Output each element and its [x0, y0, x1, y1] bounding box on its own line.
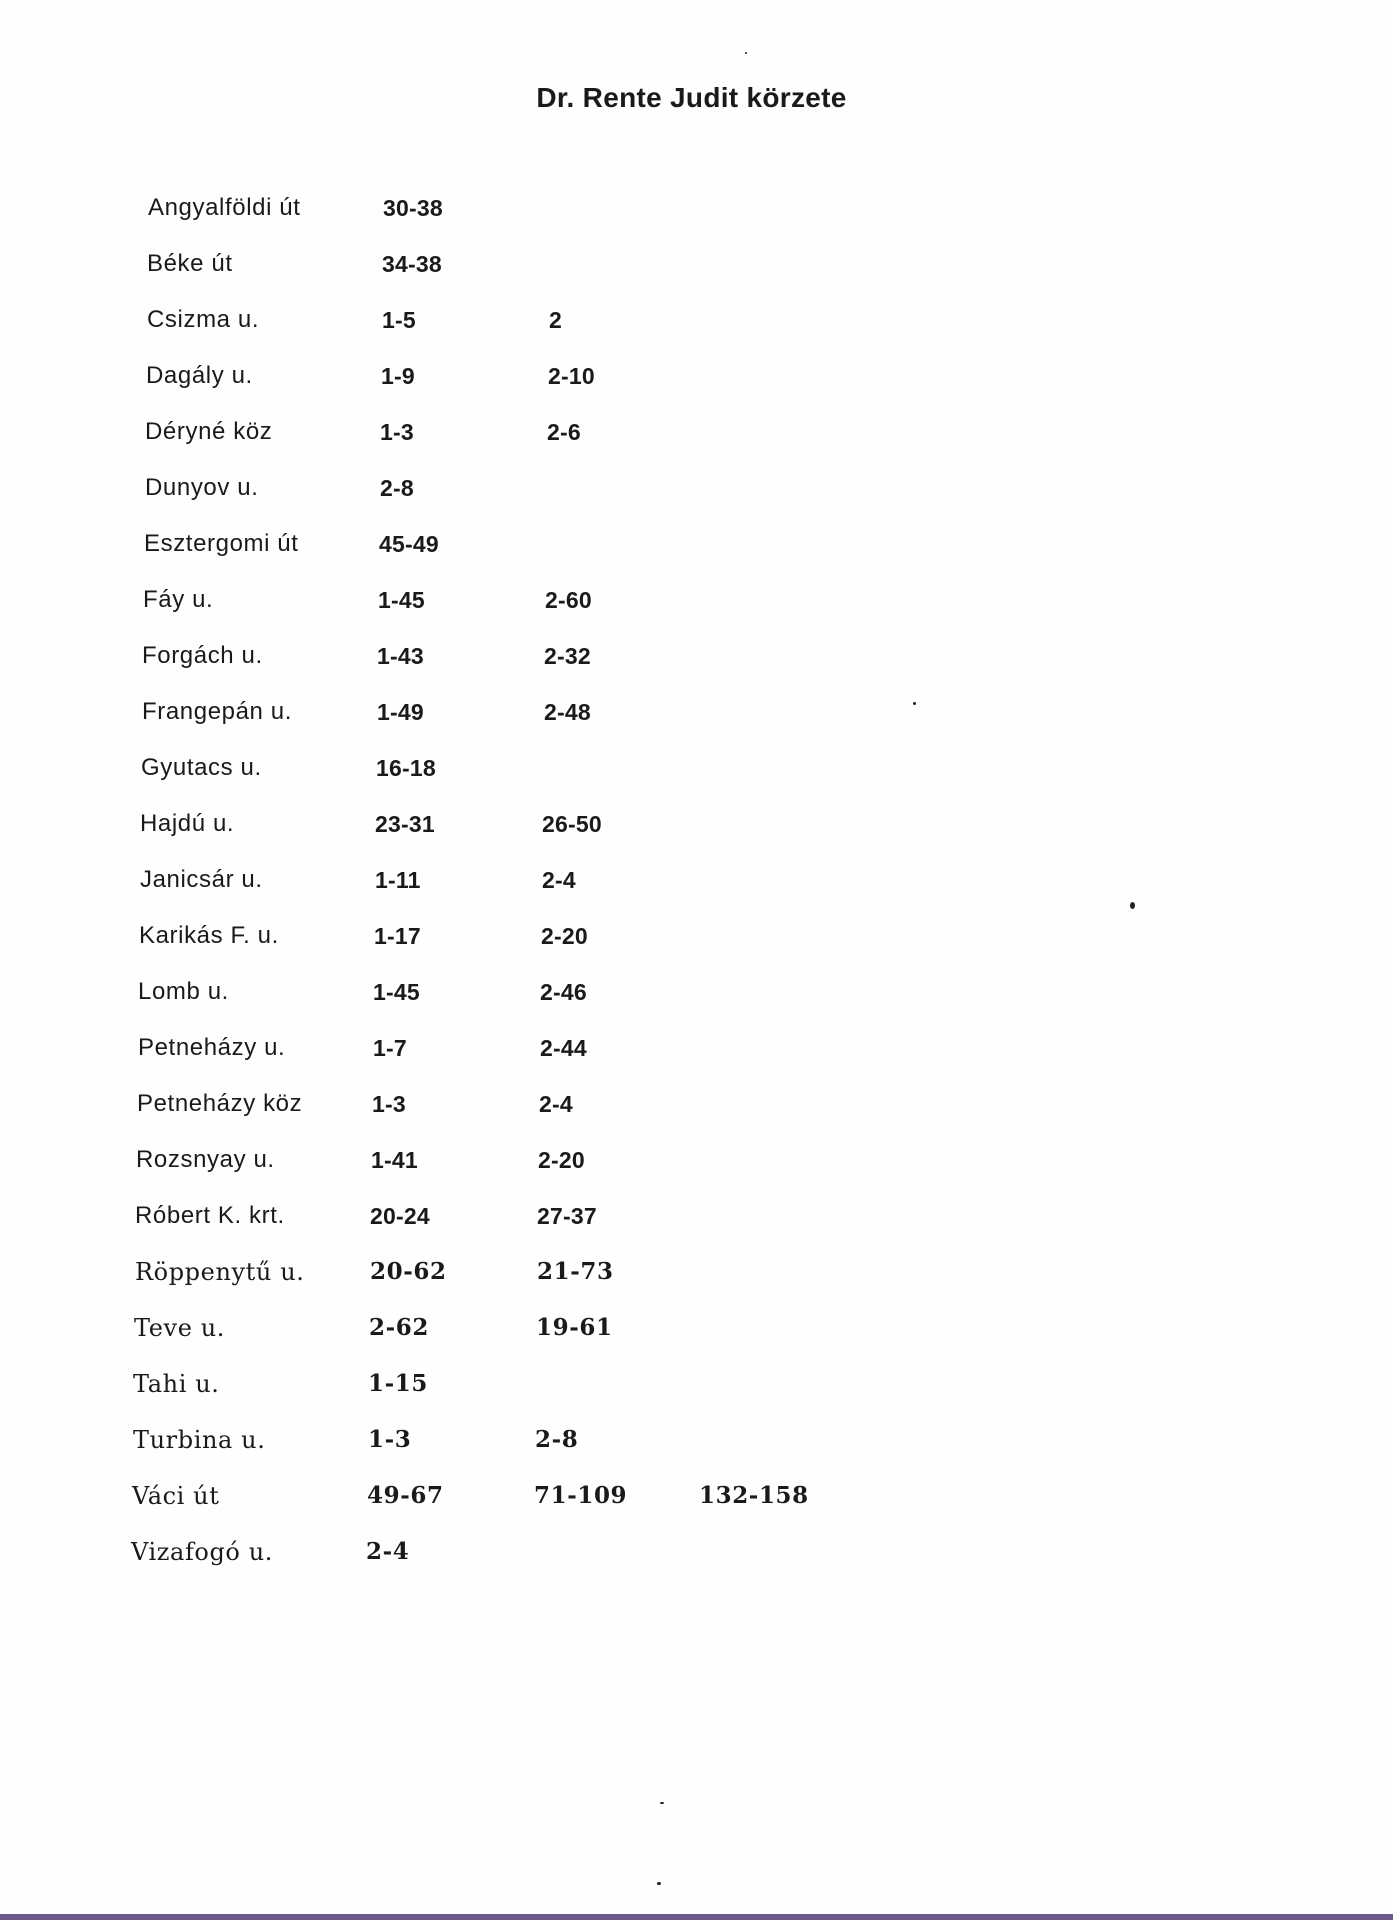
street-name: Hajdú u. [140, 810, 235, 837]
table-row [138, 976, 1038, 1016]
house-number-range: 21-73 [537, 1258, 614, 1285]
house-number-range: 23-31 [375, 811, 435, 837]
table-row [145, 472, 1045, 512]
house-number-range: 27-37 [537, 1203, 597, 1229]
table-row [131, 1536, 1031, 1576]
table-row [142, 696, 1042, 736]
street-name: Forgách u. [142, 642, 263, 669]
house-number-range: 2-8 [380, 475, 414, 501]
table-row [148, 192, 1048, 232]
house-number-range: 2-32 [544, 643, 591, 669]
street-name: Rozsnyay u. [136, 1146, 275, 1173]
table-row [137, 1088, 1037, 1128]
table-row [146, 360, 1046, 400]
scan-speck [660, 1802, 664, 1804]
table-row [138, 1032, 1038, 1072]
house-number-range: 1-45 [373, 979, 420, 1005]
house-number-range: 1-5 [382, 307, 416, 333]
house-number-range: 1-9 [381, 363, 415, 389]
house-number-range: 2 [549, 307, 562, 333]
table-row [134, 1312, 1034, 1352]
scan-speck [657, 1882, 661, 1885]
street-name: Karikás F. u. [139, 922, 279, 949]
scan-speck [1130, 902, 1135, 909]
house-number-range: 2-4 [542, 867, 576, 893]
street-name: Teve u. [134, 1314, 226, 1342]
street-name: Déryné köz [145, 418, 273, 445]
house-number-range: 1-3 [380, 419, 414, 445]
table-row [143, 584, 1043, 624]
house-number-range: 1-11 [375, 867, 421, 893]
street-name: Tahi u. [133, 1370, 220, 1398]
house-number-range: 2-8 [535, 1426, 579, 1453]
table-row [139, 920, 1039, 960]
table-row [133, 1368, 1033, 1408]
house-number-range: 1-49 [377, 699, 424, 725]
street-name: Petneházy köz [137, 1090, 303, 1117]
street-name: Dunyov u. [145, 474, 259, 501]
house-number-range: 1-3 [368, 1426, 412, 1453]
house-number-range: 34-38 [382, 251, 442, 277]
table-row [147, 248, 1047, 288]
house-number-range: 2-10 [548, 363, 595, 389]
house-number-range: 1-15 [368, 1370, 428, 1397]
house-number-range: 132-158 [699, 1482, 809, 1509]
table-row [135, 1200, 1035, 1240]
house-number-range: 20-24 [370, 1203, 430, 1229]
page-title-text: Dr. Rente Judit körzete [536, 82, 847, 113]
street-name: Esztergomi út [144, 530, 299, 557]
house-number-range: 20-62 [370, 1258, 447, 1285]
house-number-range: 2-46 [540, 979, 587, 1005]
house-number-range: 2-48 [544, 699, 591, 725]
house-number-range: 1-7 [373, 1035, 407, 1061]
street-name: Váci út [132, 1482, 220, 1510]
house-number-range: 2-4 [366, 1538, 410, 1565]
house-number-range: 1-41 [371, 1147, 418, 1173]
table-row [135, 1256, 1035, 1296]
table-row [145, 416, 1045, 456]
table-row [140, 864, 1040, 904]
house-number-range: 2-6 [547, 419, 581, 445]
house-number-range: 2-62 [369, 1314, 429, 1341]
street-name: Frangepán u. [142, 698, 292, 725]
house-number-range: 2-60 [545, 587, 592, 613]
house-number-range: 2-44 [540, 1035, 587, 1061]
street-name: Janicsár u. [140, 866, 263, 893]
table-row [132, 1480, 1032, 1520]
street-name: Turbina u. [133, 1426, 266, 1454]
street-name: Béke út [147, 250, 233, 277]
street-name: Vizafogó u. [131, 1538, 273, 1566]
house-number-range: 26-50 [542, 811, 602, 837]
street-name: Gyutacs u. [141, 754, 262, 781]
table-row [141, 752, 1041, 792]
street-name: Fáy u. [143, 586, 214, 613]
house-number-range: 1-45 [378, 587, 425, 613]
house-number-range: 2-20 [541, 923, 588, 949]
street-name: Lomb u. [138, 978, 229, 1005]
table-row [142, 640, 1042, 680]
table-row [147, 304, 1047, 344]
house-number-range: 1-43 [377, 643, 424, 669]
house-number-range: 1-17 [374, 923, 421, 949]
table-row [140, 808, 1040, 848]
street-name: Dagály u. [146, 362, 253, 389]
table-row [133, 1424, 1033, 1464]
house-number-range: 16-18 [376, 755, 436, 781]
table-row [144, 528, 1044, 568]
house-number-range: 49-67 [367, 1482, 444, 1509]
house-number-range: 71-109 [534, 1482, 628, 1509]
house-number-range: 45-49 [379, 531, 439, 557]
house-number-range: 30-38 [383, 195, 443, 221]
street-name: Csizma u. [147, 306, 260, 333]
house-number-range: 2-20 [538, 1147, 585, 1173]
scan-bottom-edge [0, 1914, 1393, 1920]
street-name: Róbert K. krt. [135, 1202, 285, 1229]
scan-speck [745, 52, 747, 54]
house-number-range: 19-61 [536, 1314, 613, 1341]
scan-speck [913, 702, 916, 705]
street-name: Petneházy u. [138, 1034, 286, 1061]
street-name: Röppenytű u. [135, 1258, 305, 1286]
house-number-range: 1-3 [372, 1091, 406, 1117]
house-number-range: 2-4 [539, 1091, 573, 1117]
table-row [136, 1144, 1036, 1184]
street-name: Angyalföldi út [148, 194, 301, 221]
